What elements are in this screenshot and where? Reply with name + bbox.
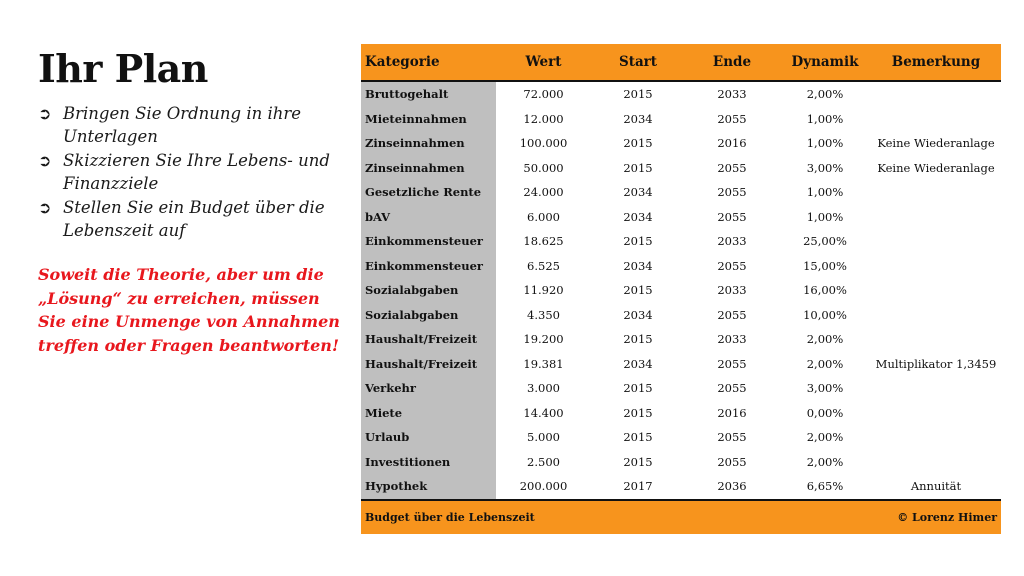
cell-bemerkung: [871, 376, 1001, 401]
cell-kategorie: Einkommensteuer: [361, 254, 496, 279]
cell-bemerkung: [871, 278, 1001, 303]
table-row: [361, 180, 1001, 205]
cell-ende: 2033: [717, 87, 747, 102]
cell-dynamik: 1,00%: [806, 185, 844, 200]
cell-start: 2015: [623, 234, 653, 249]
cell-bemerkung: [871, 107, 1001, 132]
cell-bemerkung: [871, 180, 1001, 205]
column-header-ende: Ende: [685, 44, 779, 81]
cell-kategorie: Verkehr: [361, 376, 496, 401]
cell-ende: 2055: [717, 160, 747, 175]
table-footer-row: [361, 500, 1001, 534]
cell-start: 2015: [623, 454, 653, 469]
cell-wert: 50.000: [523, 160, 564, 175]
bullet-text: Stellen Sie ein Budget über die Lebenszeit auf: [63, 198, 325, 240]
cell-wert: 11.920: [523, 283, 564, 298]
bullet-item: [38, 150, 343, 195]
cell-dynamik: 1,00%: [806, 209, 844, 224]
cell-bemerkung: Multiplikator 1,3459: [875, 356, 997, 371]
cell-wert: 24.000: [523, 185, 564, 200]
column-header-start: Start: [591, 44, 685, 81]
table-body: [361, 81, 1001, 500]
cell-start: 2017: [623, 479, 653, 494]
table-row: [361, 229, 1001, 254]
table-row: [361, 425, 1001, 450]
table-row: [361, 107, 1001, 132]
cell-dynamik: 10,00%: [803, 307, 847, 322]
footer-copyright: © Lorenz Himer: [685, 500, 1001, 534]
cell-ende: 2055: [717, 307, 747, 322]
cell-wert: 6.000: [527, 209, 560, 224]
bullet-item: [38, 103, 343, 148]
cell-bemerkung: [871, 303, 1001, 328]
cell-dynamik: 2,00%: [806, 87, 844, 102]
cell-bemerkung: [871, 450, 1001, 475]
cell-dynamik: 16,00%: [803, 283, 847, 298]
table-row: [361, 205, 1001, 230]
cell-dynamik: 2,00%: [806, 430, 844, 445]
cell-start: 2015: [623, 430, 653, 445]
arrow-right-icon: ➲: [38, 104, 52, 123]
cell-start: 2015: [623, 87, 653, 102]
cell-ende: 2055: [717, 381, 747, 396]
column-header-bemerkung: Bemerkung: [871, 44, 1001, 81]
cell-kategorie: Zinseinnahmen: [361, 131, 496, 156]
cell-wert: 72.000: [523, 87, 564, 102]
cell-wert: 4.350: [527, 307, 560, 322]
cell-kategorie: Mieteinnahmen: [361, 107, 496, 132]
table-row: [361, 376, 1001, 401]
cell-start: 2015: [623, 160, 653, 175]
cell-start: 2015: [623, 283, 653, 298]
cell-start: 2015: [623, 381, 653, 396]
bullet-text: Skizzieren Sie Ihre Lebens- und Finanzziele: [63, 151, 330, 193]
column-header-kategorie: Kategorie: [361, 44, 496, 81]
table-row: [361, 401, 1001, 426]
cell-wert: 18.625: [523, 234, 564, 249]
cell-dynamik: 1,00%: [806, 111, 844, 126]
cell-ende: 2055: [717, 258, 747, 273]
table-row: [361, 278, 1001, 303]
cell-kategorie: Sozialabgaben: [361, 278, 496, 303]
cell-kategorie: Hypothek: [361, 474, 496, 500]
cell-bemerkung: [871, 327, 1001, 352]
cell-ende: 2055: [717, 356, 747, 371]
cell-wert: 6.525: [527, 258, 560, 273]
cell-dynamik: 6,65%: [806, 479, 844, 494]
cell-start: 2034: [623, 258, 653, 273]
cell-bemerkung: [871, 401, 1001, 426]
table-header-row: [361, 44, 1001, 81]
cell-dynamik: 1,00%: [806, 136, 844, 151]
cell-wert: 19.200: [523, 332, 564, 347]
cell-ende: 2055: [717, 185, 747, 200]
cell-kategorie: Investitionen: [361, 450, 496, 475]
cell-wert: 2.500: [527, 454, 560, 469]
cell-bemerkung: [871, 205, 1001, 230]
arrow-right-icon: ➲: [38, 198, 52, 217]
cell-ende: 2033: [717, 283, 747, 298]
cell-kategorie: Urlaub: [361, 425, 496, 450]
cell-bemerkung: Annuität: [910, 479, 962, 494]
bullet-list: [38, 103, 343, 244]
table-row: [361, 81, 1001, 107]
cell-ende: 2016: [717, 136, 747, 151]
emphasis-text: Soweit die Theorie, aber um die „Lösung“ zu erreichen, müssen Sie eine Unmenge von Annahmen treffen oder Fragen beantworten!: [38, 265, 340, 355]
column-header-wert: Wert: [496, 44, 591, 81]
cell-ende: 2016: [717, 405, 747, 420]
cell-wert: 5.000: [527, 430, 560, 445]
cell-wert: 3.000: [527, 381, 560, 396]
cell-start: 2015: [623, 136, 653, 151]
cell-start: 2034: [623, 209, 653, 224]
cell-dynamik: 0,00%: [806, 405, 844, 420]
cell-bemerkung: [871, 81, 1001, 107]
cell-dynamik: 2,00%: [806, 356, 844, 371]
bullet-item: [38, 197, 343, 242]
cell-ende: 2055: [717, 111, 747, 126]
cell-kategorie: Miete: [361, 401, 496, 426]
cell-kategorie: Bruttogehalt: [361, 81, 496, 107]
cell-dynamik: 2,00%: [806, 332, 844, 347]
bullet-text: Bringen Sie Ordnung in ihre Unterlagen: [63, 104, 302, 146]
cell-bemerkung: [871, 254, 1001, 279]
cell-bemerkung: [871, 229, 1001, 254]
cell-kategorie: Haushalt/Freizeit: [361, 352, 496, 377]
cell-wert: 14.400: [523, 405, 564, 420]
cell-start: 2034: [623, 185, 653, 200]
cell-kategorie: Sozialabgaben: [361, 303, 496, 328]
cell-ende: 2055: [717, 454, 747, 469]
cell-bemerkung: Keine Wiederanlage: [877, 136, 995, 151]
cell-dynamik: 25,00%: [803, 234, 847, 249]
cell-wert: 12.000: [523, 111, 564, 126]
cell-ende: 2033: [717, 332, 747, 347]
cell-wert: 100.000: [519, 136, 568, 151]
arrow-right-icon: ➲: [38, 151, 52, 170]
cell-wert: 200.000: [519, 479, 568, 494]
table-row: [361, 303, 1001, 328]
table-row: [361, 254, 1001, 279]
cell-dynamik: 3,00%: [806, 381, 844, 396]
cell-ende: 2055: [717, 430, 747, 445]
cell-start: 2034: [623, 307, 653, 322]
footer-caption: Budget über die Lebenszeit: [361, 500, 685, 534]
cell-bemerkung: Keine Wiederanlage: [877, 160, 995, 175]
cell-kategorie: Einkommensteuer: [361, 229, 496, 254]
table-row: [361, 352, 1001, 377]
cell-ende: 2036: [717, 479, 747, 494]
cell-kategorie: Zinseinnahmen: [361, 156, 496, 181]
cell-kategorie: Gesetzliche Rente: [361, 180, 496, 205]
cell-kategorie: Haushalt/Freizeit: [361, 327, 496, 352]
table-row: [361, 327, 1001, 352]
budget-table: [361, 44, 1001, 534]
cell-start: 2015: [623, 405, 653, 420]
cell-start: 2034: [623, 111, 653, 126]
cell-ende: 2055: [717, 209, 747, 224]
cell-start: 2015: [623, 332, 653, 347]
page-title: Ihr Plan: [38, 46, 208, 91]
table-row: [361, 474, 1001, 500]
table-row: [361, 156, 1001, 181]
cell-kategorie: bAV: [361, 205, 496, 230]
cell-bemerkung: [871, 425, 1001, 450]
cell-ende: 2033: [717, 234, 747, 249]
table-row: [361, 450, 1001, 475]
cell-dynamik: 15,00%: [803, 258, 847, 273]
cell-dynamik: 2,00%: [806, 454, 844, 469]
cell-wert: 19.381: [523, 356, 564, 371]
table-row: [361, 131, 1001, 156]
cell-dynamik: 3,00%: [806, 160, 844, 175]
column-header-dynamik: Dynamik: [779, 44, 871, 81]
budget-table-wrapper: [361, 44, 1001, 534]
cell-start: 2034: [623, 356, 653, 371]
